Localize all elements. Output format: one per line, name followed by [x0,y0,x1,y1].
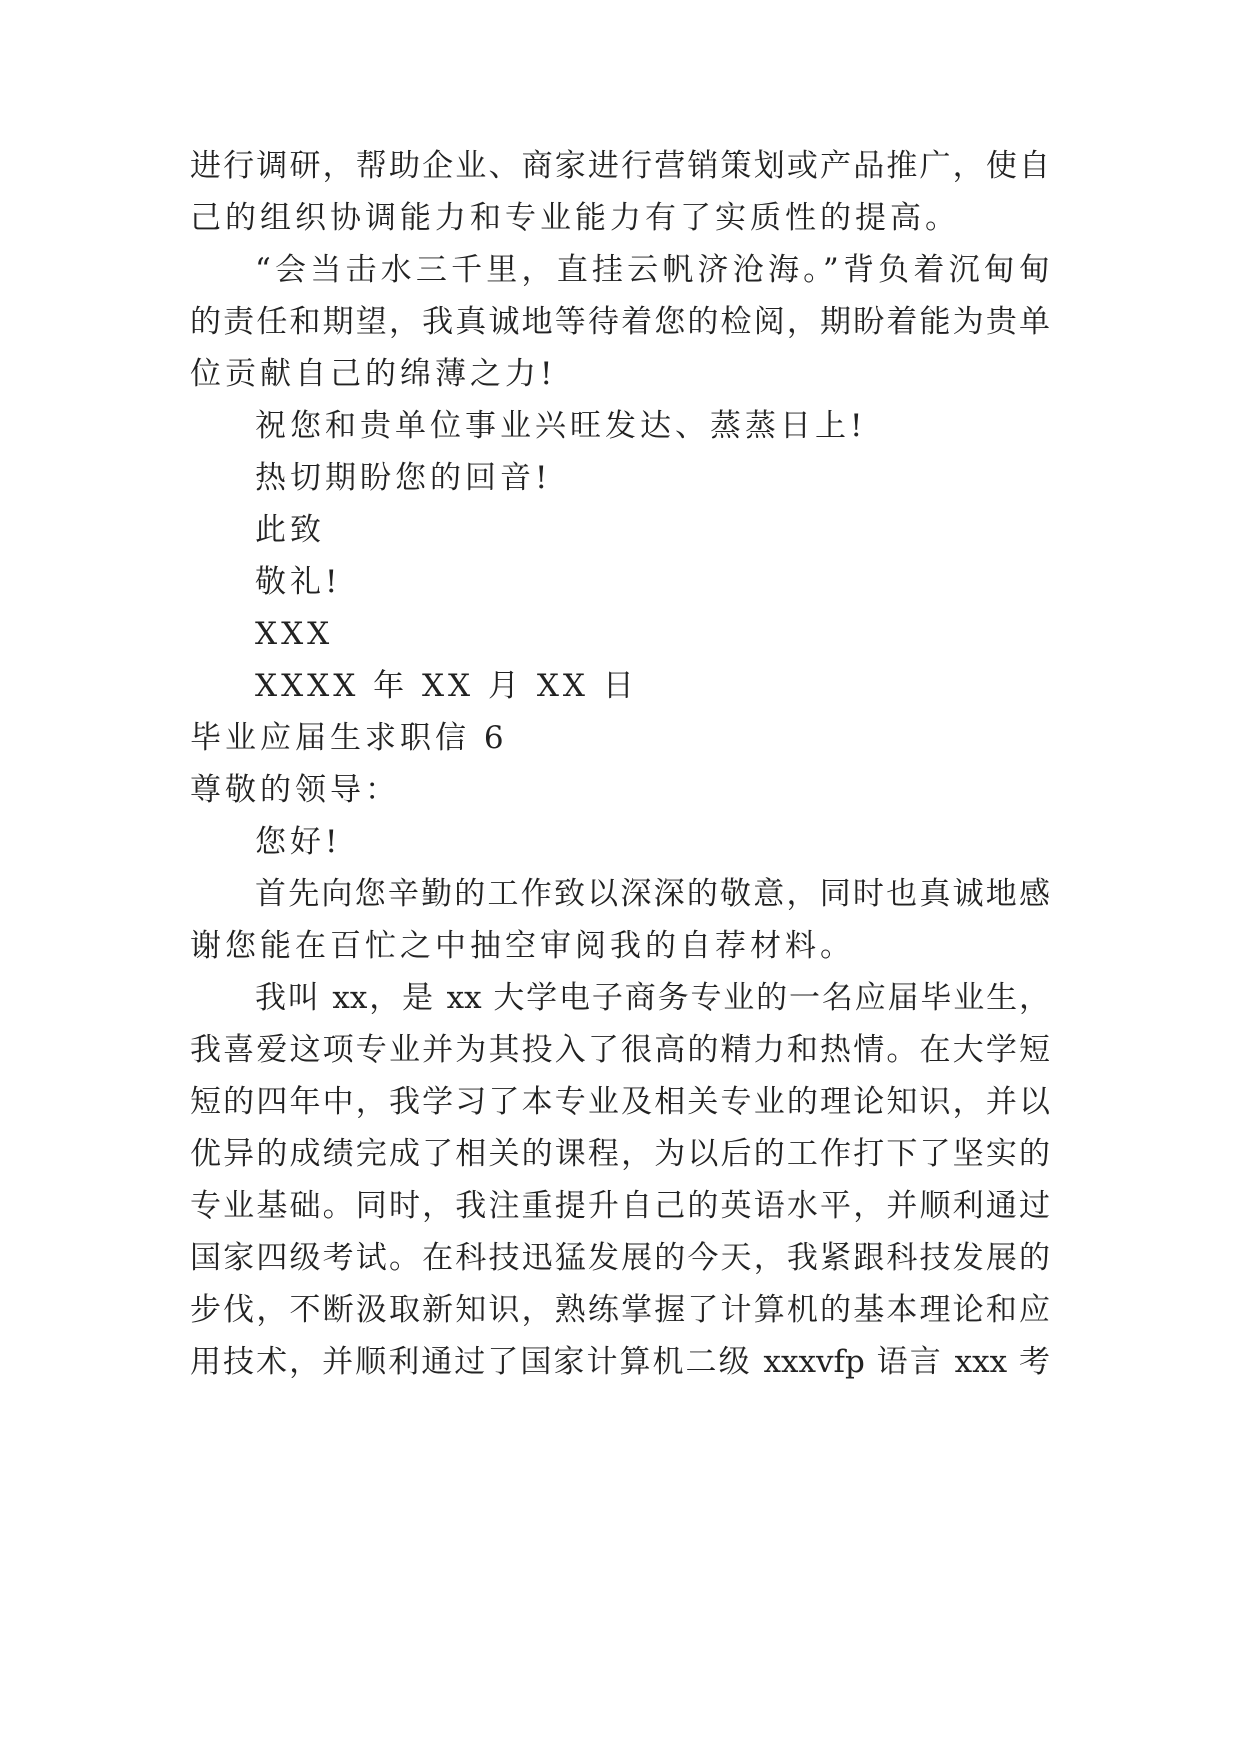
text-line: 短的四年中，我学习了本专业及相关专业的理论知识，并以 [190,1084,1050,1120]
text-line: 此致 [255,512,325,548]
text-line: 我喜爱这项专业并为其投入了很高的精力和热情。在大学短 [190,1032,1050,1068]
text-line: 国家四级考试。在科技迅猛发展的今天，我紧跟科技发展的 [190,1240,1050,1276]
text-line: 用技术，并顺利通过了国家计算机二级 xxxvfp 语言 xxx 考 [190,1344,1050,1380]
text-line: 热切期盼您的回音! [255,460,552,496]
text-line: 祝您和贵单位事业兴旺发达、蒸蒸日上! [255,408,867,444]
text-line: 谢您能在百忙之中抽空审阅我的自荐材料。 [190,928,855,964]
text-line: 的责任和期望，我真诚地等待着您的检阅，期盼着能为贵单 [190,304,1050,340]
text-line: 我叫 xx，是 xx 大学电子商务专业的一名应届毕业生， [255,980,1050,1016]
text-line: 步伐，不断汲取新知识，熟练掌握了计算机的基本理论和应 [190,1292,1050,1328]
text-line: 优异的成绩完成了相关的课程，为以后的工作打下了坚实的 [190,1136,1050,1172]
signature-date: XXXX 年 XX 月 XX 日 [255,668,638,704]
text-line: “会当击水三千里，直挂云帆济沧海。”背负着沉甸甸 [255,252,1050,288]
text-line: 位贡献自己的绵薄之力! [190,356,557,392]
signature-name: XXX [255,616,334,652]
text-line: 首先向您辛勤的工作致以深深的敬意，同时也真诚地感 [255,876,1050,912]
greeting: 您好! [255,824,342,860]
text-line: 专业基础。同时，我注重提升自己的英语水平，并顺利通过 [190,1188,1050,1224]
text-line: 敬礼! [255,564,342,600]
text-line: 己的组织协调能力和专业能力有了实质性的提高。 [190,200,960,236]
text-line: 进行调研，帮助企业、商家进行营销策划或产品推广，使自 [190,148,1050,184]
salutation: 尊敬的领导： [190,772,400,808]
section-heading: 毕业应届生求职信 6 [190,720,508,756]
